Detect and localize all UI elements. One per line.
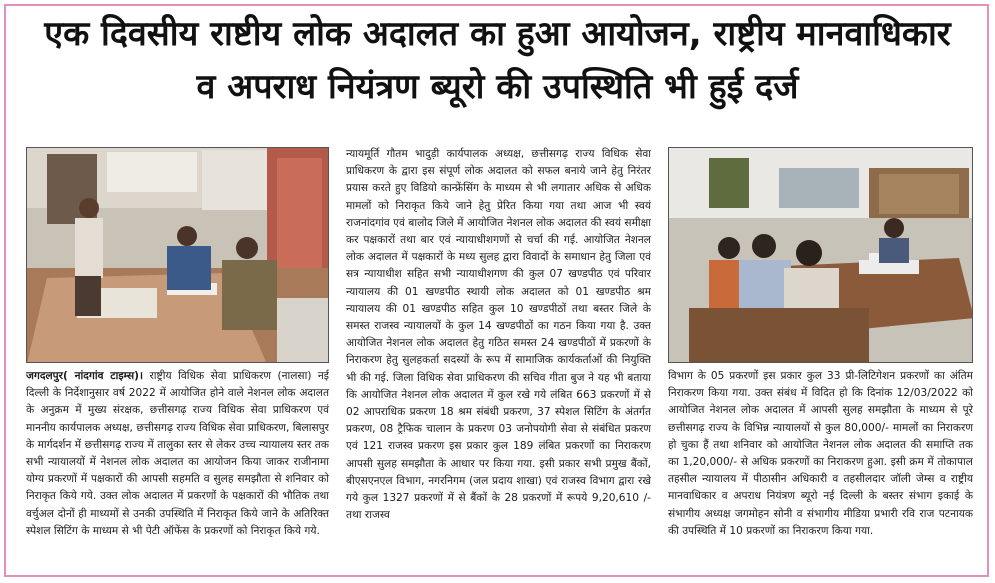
left-article-paragraph	[26, 368, 329, 540]
right-article	[668, 368, 973, 574]
headline-line-1: एक दिवसीय राष्टीय लोक अदालत का हुआ आयोजन, राष्ट्रीय मानवाधिकार	[44, 14, 951, 54]
right-article-text: विभाग के 05 प्रकरणों इस प्रकार कुल 33 प्री-लिटिगेशन प्रकरणों का अंतिम निराकरण किया गया. उक्त संबंध में विदित हो कि दिनांक 12/03/2022 को आयोजित नेशनल लोक अदालत में आपसी सुलह समझौता के माध्यम से पूरे छत्तीसगढ़ राज्य के विभिन्न न्यायालयों से कुल 80,000/- मामलों का निराकरण हो चुका हैं तथा शनिवार को आयोजित नेशनल लोक अदालत की समाप्ति तक का 1,20,000/- से अधिक प्रकरणों का निराकरण हुआ. इसी क्रम में तोकापाल तहसील न्यायालय में पीठासीन अधिकारी व तहसीलदार जॉली जेम्स व राष्ट्रीय मानवाधिकार व अपराध नियंत्रण ब्यूरो नई दिल्ली के बस्तर संभाग इकाई के संभागीय अध्यक्ष जगमोहन सोनी व संभागीय मीडिया प्रभारी रवि राज पटनायक की उपस्थिति में 10 प्रकरणों का निराकरण किया गया.	[668, 370, 973, 537]
left-photo	[26, 147, 329, 363]
headline-line-2: व अपराध नियंत्रण ब्यूरो की उपस्थिति भी हुई दर्ज	[196, 67, 799, 107]
left-photo-image	[27, 148, 329, 363]
right-photo	[668, 147, 973, 363]
middle-article	[346, 146, 651, 574]
left-article	[26, 368, 329, 574]
middle-article-text: न्यायमूर्ति गौतम भादुड़ी कार्यपालक अध्यक्ष, छत्तीसगढ़ राज्य विधिक सेवा प्राधिकरण के द्वारा इस संपूर्ण लोक अदालत को सफल बनाये जाने हेतु निरंतर प्रयास करते हुए विडियो कान्फ्रेंसिंग के माध्यम से भी लगातार अधिक से अधिक मामलों को निराकृत किये जाने हेतु प्रेरित किया गया तथा आज भी स्वयं राजनांदगांव एवं बालोद जिले में आयोजित नेशनल लोक अदालत की स्वयं समीक्षा कर पक्षकारों तथा बार एवं न्यायाधीशगणों से चर्चा की गई. आयोजित नेशनल लोक अदालत में पक्षकारों के मध्य सुलह द्वारा विवादों के समाधान हेतु जिला एवं सत्र न्यायाधीश सहित सभी न्यायाधीशगण की कुल 07 खण्डपीठ एवं परिवार न्यायालय की 01 खण्डपीठ स्थायी लोक अदालत को 01 खण्डपीठ श्रम न्यायालय की 01 खण्डपीठ सहित कुल 10 खण्डपीठों तथा बस्तर जिले के समस्त राजस्व न्यायालयों के कुल 14 खण्डपीठों का गठन किया गया है. उक्त आयोजित नेशनल लोक अदालत हेतु गठित समस्त 24 खण्डपीठों में प्रकरणों के निराकरण हेतु सुलहकर्ता सदस्यों के रूप में सामाजिक कार्यकर्ताओं की नियुक्ति भी की गई. जिला विधिक सेवा प्राधिकरण की सचिव गीता बुज ने यह भी बताया कि आयोजित नेशनल लोक अदालत में कुल रखे गये लंबित 663 प्रकरणों में से 02 आपराधिक प्रकरण 18 श्रम संबंधी प्रकरण, 37 स्पेशल सिटिंग के अंतर्गत प्रकरण, 08 ट्रैफिक चालान के प्रकरण 03 जनोपयोगी सेवा से संबंधित प्रकरण एवं 121 राजस्व प्रकरण इस प्रकार कुल 189 लंबित प्रकरणों का निराकरण आपसी सुलह समझौता के आधार पर किया गया. इसी प्रकार सभी प्रमुख बैंकों, बीएसएनएल विभाग, नगरनिगम (जल प्रदाय शाखा) एवं राजस्व विभाग द्वारा रखे गये कुल 1327 प्रकरणों में से बैंकों के 28 प्रकरणों में रूपये 9,20,610 /- तथा राजस्व	[346, 148, 651, 522]
dateline: जगदलपुर( नांदगांव टाइम्स)।	[26, 370, 143, 382]
right-photo-image	[669, 148, 973, 363]
headline	[10, 8, 985, 114]
left-article-text: राष्ट्रीय विधिक सेवा प्राधिकरण (नालसा) नई दिल्ली के निर्देशानुसार वर्ष 2022 में आयोजित होने वाले नेशनल लोक अदालत के अनुक्रम में मुख्य संरक्षक, छत्तीसगढ़ राज्य विधिक सेवा प्राधिकरण एवं माननीय कार्यपालक अध्यक्ष, छत्तीसगढ़ राज्य विधिक सेवा प्राधिकरण, बिलासपुर के मार्गदर्शन में छत्तीसगढ़ राज्य में तालुका स्तर से लेकर उच्च न्यायालय स्तर तक सभी न्यायालयों में नेशनल लोक अदालत का आयोजन किया जाकर राजीनामा योग्य प्रकरणों में पक्षकारों की आपसी सहमति व सुलह समझौता से शनिवार को निराकृत किये गये. उक्त लोक अदालत में प्रकरणों के पक्षकारों की भौतिक तथा वर्चुअल दोनों ही माध्यमों से उनकी उपस्थिति में निराकृत किये जाने के अतिरिक्त स्पेशल सिटिंग के माध्यम से भी पेटी ऑफेंस के प्रकरणों को निराकृत किये गये.	[26, 370, 329, 537]
